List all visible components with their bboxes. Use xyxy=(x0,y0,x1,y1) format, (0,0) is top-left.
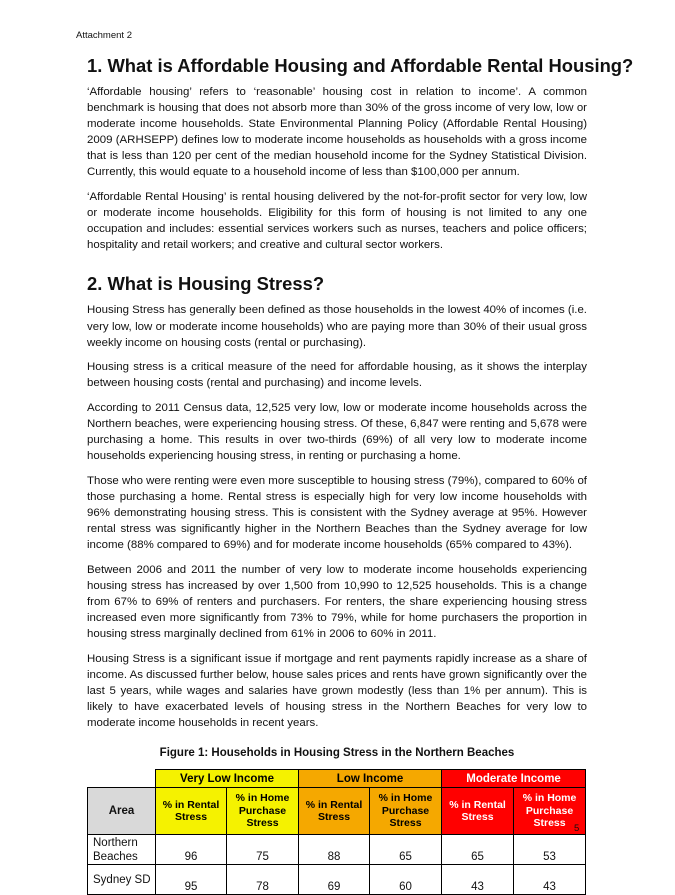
row-label: Sydney SD xyxy=(88,865,156,895)
section-1-paragraph: ‘Affordable housing’ refers to ‘reasonable’ housing cost in relation to income’. A common benchmark is housing that does not absorb more than 30% of the gross income of very low, low or moderate income households. State Environmental Planning Policy (Affordable Rental Housing) 2009 (ARHSEPP) defines low to moderate income households as households with a gross income that is less than 120 per cent of the median household income for the Sydney Statistical Division. Currently, this would equate to a household income of less than $100,000 per annum. xyxy=(87,86,587,179)
table-cell: 43 xyxy=(514,865,586,895)
attachment-label: Attachment 2 xyxy=(76,30,132,41)
table-cell: 96 xyxy=(156,835,227,865)
table-cell: 88 xyxy=(299,835,370,865)
column-header: % in Home Purchase Stress xyxy=(227,788,299,835)
table-cell: 75 xyxy=(227,835,299,865)
section-1-heading: 1. What is Affordable Housing and Affordable Rental Housing? xyxy=(87,55,634,76)
column-header: % in Rental Stress xyxy=(299,788,370,835)
table-cell: 53 xyxy=(514,835,586,865)
page-body xyxy=(87,55,634,895)
section-2-paragraph: Housing Stress has generally been defined as those households in the lowest 40% of incomes (i.e. very low, low or moderate income households) who are paying more than 30% of their usual gross weekly income on housing costs (rental or purchasing). xyxy=(87,304,587,349)
section-2-heading: 2. What is Housing Stress? xyxy=(87,273,325,295)
section-2-paragraph: Between 2006 and 2011 the number of very low to moderate income households experiencing housing stress has increased by over 1,500 from 10,990 to 12,525 households. This is a change from 67% to 69% of renters and purchasers. For renters, the share experiencing housing stress increased even more significantly from 73% to 79%, while for home purchasers the proportion in housing stress marginally declined from 61% in 2006 to 60% in 2011. xyxy=(87,563,587,641)
table-cell: 95 xyxy=(156,865,227,895)
table-cell: 60 xyxy=(370,865,442,895)
column-header: % in Home Purchase Stress xyxy=(370,788,442,835)
section-1-paragraph: ‘Affordable Rental Housing’ is rental housing delivered by the not-for-profit sector for very low, low or moderate income households. Eligibility for this form of housing is not limited to any one occupation and includes: essential services workers such as nurses, teachers and police officers; hospitality and retail workers; and creative and cultural sector workers. xyxy=(87,191,587,252)
group-header-very-low-income: Very Low Income xyxy=(156,770,299,788)
area-column-header: Area xyxy=(88,788,156,835)
column-header: % in Home Purchase Stress xyxy=(514,788,586,835)
group-header-low-income: Low Income xyxy=(299,770,442,788)
table-cell: 65 xyxy=(370,835,442,865)
column-header: % in Rental Stress xyxy=(156,788,227,835)
table-cell: 43 xyxy=(442,865,514,895)
table-row xyxy=(88,865,586,895)
housing-stress-table xyxy=(87,769,586,895)
group-header-moderate-income: Moderate Income xyxy=(442,770,586,788)
figure-caption: Figure 1: Households in Housing Stress in the Northern Beaches xyxy=(159,747,515,760)
table-cell: 78 xyxy=(227,865,299,895)
table-cell: 69 xyxy=(299,865,370,895)
section-2-paragraph: Housing stress is a critical measure of the need for affordable housing, as it shows the interplay between housing costs (rental and purchasing) and income levels. xyxy=(87,361,587,390)
table-corner xyxy=(88,770,156,788)
section-2-paragraph: Housing Stress is a significant issue if mortgage and rent payments rapidly increase as a share of income. As discussed further below, house sales prices and rents have grown significantly over the last 5 years, while wages and salaries have grown modestly (less than 1% per annum). This is likely to have exacerbated levels of housing stress in the Northern Beaches for very low to moderate income households in recent years. xyxy=(87,652,587,730)
page-number: 5 xyxy=(574,823,580,834)
section-2-paragraph: According to 2011 Census data, 12,525 very low, low or moderate income households across the Northern beaches, were experiencing housing stress. Of these, 6,847 were renting and 5,678 were purchasing a home. This results in over two-thirds (69%) of all very low to moderate income households experiencing housing stress, in renting or purchasing a home. xyxy=(87,401,587,463)
column-header: % in Rental Stress xyxy=(442,788,514,835)
table-row xyxy=(88,835,586,865)
section-2-paragraph: Those who were renting were even more susceptible to housing stress (79%), compared to 60% of those purchasing a home. Rental stress is especially high for very low income households with 96% demonstrating housing stress. This is consistent with the Sydney average at 95%. However rental stress was significantly higher in the Northern Beaches than the Sydney average for low income (88% compared to 69%) and for moderate income households (65% compared to 43%). xyxy=(87,474,587,552)
row-label: Northern Beaches xyxy=(88,835,156,865)
table-cell: 65 xyxy=(442,835,514,865)
